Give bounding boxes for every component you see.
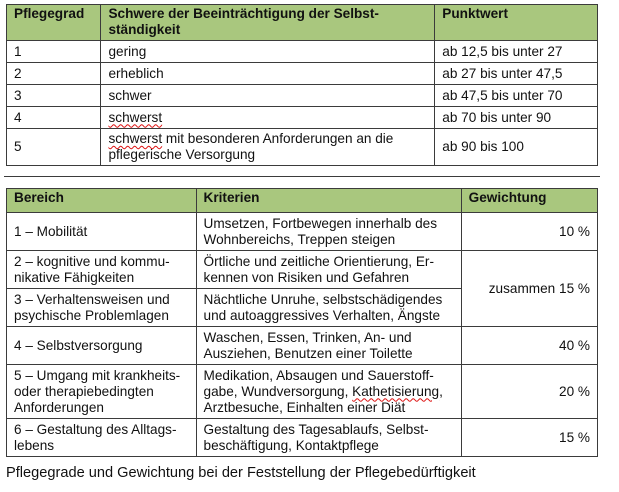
header-schwere: Schwere der Beeinträchtigung der Selbst-ständigkeit <box>101 5 435 41</box>
severity-cell: schwer <box>101 85 435 107</box>
weight-cell: 15 % <box>461 419 597 457</box>
table-header-row <box>7 5 598 41</box>
criteria-text: , Arztbesuche, Einhalten einer Diät <box>203 383 443 415</box>
table-row <box>7 251 598 289</box>
severity-text: mit besonderen Anforderungen an die pflegerische Versorgung <box>108 131 394 162</box>
weight-cell: 10 % <box>461 213 597 251</box>
header-bereich: Bereich <box>7 189 197 213</box>
table-row <box>7 365 598 419</box>
points-cell: ab 90 bis 100 <box>435 129 598 166</box>
area-cell: 6 – Gestaltung des Alltags-lebens <box>7 419 197 457</box>
table-row <box>7 213 598 251</box>
criteria-cell: Örtliche und zeitliche Orientierung, Er-kennen von Risiken und Gefahren <box>196 251 461 289</box>
criteria-cell: Waschen, Essen, Trinken, An- und Ausziehen, Benutzen einer Toilette <box>196 327 461 365</box>
spellcheck-word: schwerst <box>108 109 163 125</box>
bereich-table <box>6 188 598 457</box>
points-cell: ab 47,5 bis unter 70 <box>435 85 598 107</box>
area-cell: 3 – Verhaltensweisen und psychische Problemlagen <box>7 289 197 327</box>
area-cell: 2 – kognitive und kommu-nikative Fähigkeiten <box>7 251 197 289</box>
caption: Pflegegrade und Gewichtung bei der Feststellung der Pflegebedürftigkeit <box>6 465 476 481</box>
grade-cell: 4 <box>7 107 101 129</box>
spellcheck-word: schwerst <box>108 131 163 146</box>
header-kriterien: Kriterien <box>196 189 461 213</box>
combined-weight-cell: zusammen 15 % <box>461 251 597 327</box>
points-cell: ab 12,5 bis unter 27 <box>435 41 598 63</box>
area-cell: 1 – Mobilität <box>7 213 197 251</box>
severity-cell: erheblich <box>101 63 435 85</box>
weight-cell: 40 % <box>461 327 597 365</box>
pflegegrad-table <box>6 4 598 166</box>
table-row <box>7 107 598 129</box>
grade-cell: 5 <box>7 129 101 166</box>
grade-cell: 3 <box>7 85 101 107</box>
severity-cell <box>101 107 435 129</box>
criteria-cell: Umsetzen, Fortbewegen innerhalb des Wohnbereichs, Treppen steigen <box>196 213 461 251</box>
divider <box>4 176 600 177</box>
spellcheck-word: Kathetisierung <box>352 383 440 399</box>
table-row <box>7 41 598 63</box>
criteria-cell <box>196 365 461 419</box>
header-pflegegrad: Pflegegrad <box>7 5 101 41</box>
weight-cell: 20 % <box>461 365 597 419</box>
criteria-cell: Nächtliche Unruhe, selbstschädigendes und autoaggressives Verhalten, Ängste <box>196 289 461 327</box>
points-cell: ab 70 bis unter 90 <box>435 107 598 129</box>
severity-cell: gering <box>101 41 435 63</box>
table-header-row <box>7 189 598 213</box>
grade-cell: 2 <box>7 63 101 85</box>
table-row <box>7 419 598 457</box>
area-cell: 4 – Selbstversorgung <box>7 327 197 365</box>
criteria-cell: Gestaltung des Tagesablaufs, Selbst-beschäftigung, Kontaktpflege <box>196 419 461 457</box>
header-gewichtung: Gewichtung <box>461 189 597 213</box>
table-row <box>7 85 598 107</box>
table-row <box>7 129 598 166</box>
area-cell: 5 – Umgang mit krankheits-oder therapiebedingten Anforderungen <box>7 365 197 419</box>
table-row <box>7 327 598 365</box>
header-punktwert: Punktwert <box>435 5 598 41</box>
points-cell: ab 27 bis unter 47,5 <box>435 63 598 85</box>
table-row <box>7 63 598 85</box>
grade-cell: 1 <box>7 41 101 63</box>
severity-cell <box>101 129 435 166</box>
criteria-text: Medikation, Absaugen und Sauerstoff-gabe, Wundversorgung, <box>203 367 434 399</box>
